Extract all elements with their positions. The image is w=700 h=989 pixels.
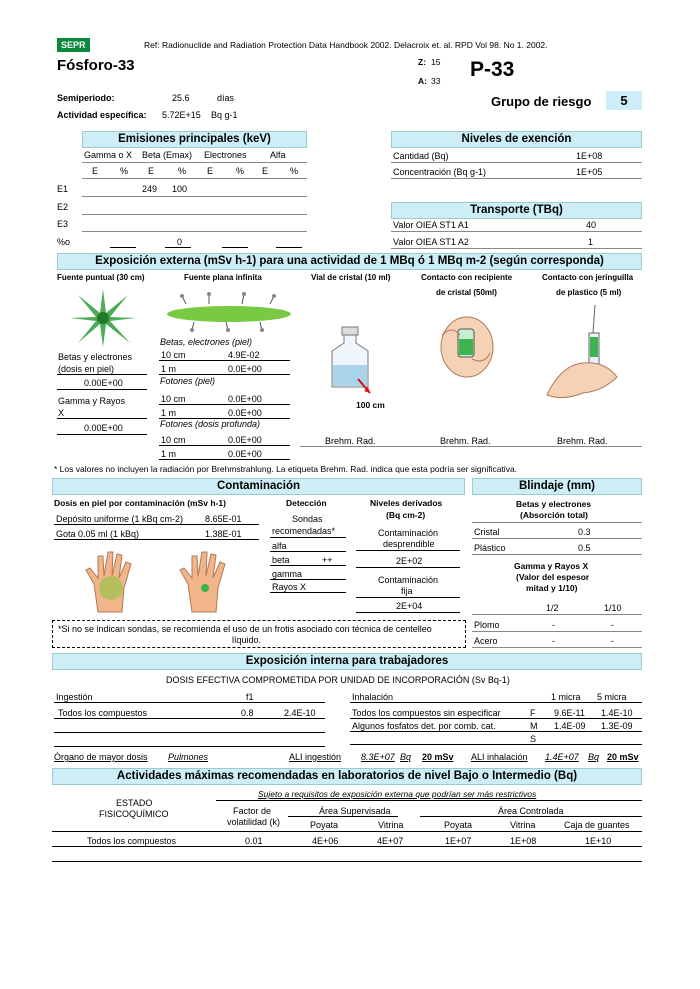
micron-5-label: 5 micra	[597, 692, 627, 702]
plane-deep-title: Fotones (dosis profunda)	[160, 419, 261, 429]
shield-gamma-title-1: Gamma y Rayos X	[514, 561, 589, 571]
col-container-1: Contacto con recipiente	[421, 273, 513, 282]
specific-activity-unit: Bq g-1	[211, 110, 238, 120]
ali-inhalation-unit: Bq	[588, 752, 600, 762]
plane-beta-title: Betas, electrones (piel)	[160, 337, 253, 347]
plane-source-icon	[164, 292, 294, 332]
detection-sub-1: Sondas	[292, 514, 323, 524]
col-point-source: Fuente puntual (30 cm)	[57, 273, 145, 282]
volatility-label-1: Factor de	[233, 806, 272, 816]
inhalation-row-2-v5: 1.3E-09	[601, 721, 633, 731]
ali-ingestion-label: ALI ingestión	[289, 752, 342, 762]
probe-alpha: alfa	[272, 541, 287, 551]
ali-ingestion-dose: 20 mSv	[422, 752, 454, 762]
inhalation-row-1-v5: 1.4E-10	[601, 708, 633, 718]
transport-a1-value: 40	[586, 220, 597, 230]
controlled-area: Área Controlada	[498, 806, 564, 816]
gamma-point-value: 0.00E+00	[84, 423, 123, 433]
inhalation-row-2-label: Algunos fosfatos det. por comb. cat.	[352, 721, 496, 731]
col-supervised-hood: Vitrina	[378, 820, 404, 830]
syringe-hand-icon	[543, 303, 629, 403]
micron-1-label: 1 micra	[551, 692, 581, 702]
removable-label-2: desprendible	[383, 539, 435, 549]
col-alpha: Alfa	[270, 150, 286, 160]
exemption-quantity-value: 1E+08	[576, 151, 603, 161]
ali-inhalation-dose: 20 mSv	[607, 752, 639, 762]
brehm-rad-vial: Brehm. Rad.	[325, 436, 376, 446]
shield-gamma-title-2: (Valor del espesor	[516, 572, 590, 582]
lab-row-k: 0.01	[245, 836, 263, 846]
brehm-footnote: * Los valores no incluyen la radiación por Brehmstrahlung. La etiqueta Brehm. Rad. indica que esta podría ser significativa.	[54, 464, 518, 474]
inhalation-row-1-label: Todos los compuestos sin especificar	[352, 708, 501, 718]
risk-group-value: 5	[606, 91, 642, 110]
plane-deep-d1: 10 cm	[161, 435, 186, 445]
shield-lead-label: Plomo	[474, 620, 500, 630]
col-electrons: Electrones	[204, 150, 247, 160]
col-gamma: Gamma o X	[84, 150, 133, 160]
beta-point-value: 0.00E+00	[84, 378, 123, 388]
inhalation-row-2-v1: 1.4E-09	[554, 721, 586, 731]
external-title: Exposición externa (mSv h-1) para una actividad de 1 MBq ó 1 MBq m-2 (según corresponda)	[57, 253, 642, 270]
sub-e3: E	[207, 166, 214, 176]
probe-gamma: gamma	[272, 569, 303, 579]
shield-glass-label: Cristal	[474, 527, 500, 537]
col-vial: Vial de cristal (10 ml)	[311, 273, 391, 282]
state-label-1: ESTADO	[116, 798, 153, 808]
f1-label: f1	[246, 692, 254, 702]
exemption-concentration-value: 1E+05	[576, 167, 603, 177]
brehm-rad-container: Brehm. Rad.	[440, 436, 491, 446]
gamma-x-label-1: Gamma y Rayos	[58, 396, 126, 406]
half-life-value: 25.6	[172, 93, 190, 103]
shielding-title: Blindaje (mm)	[472, 478, 642, 495]
transport-a2-label: Valor OIEA ST1 A2	[393, 237, 469, 247]
shield-lead-tenth: -	[611, 620, 614, 630]
ali-inhalation-label: ALI inhalación	[471, 752, 528, 762]
derived-title-2: (Bq cm-2)	[386, 510, 426, 520]
transport-title: Transporte (TBq)	[391, 202, 642, 219]
plane-beta-v2: 0.0E+00	[228, 364, 262, 374]
inhalation-row-3-type: S	[530, 734, 537, 744]
plane-beta-v1: 4.9E-02	[228, 350, 260, 360]
col-supervised-bench: Poyata	[310, 820, 339, 830]
ali-ingestion-value: 8.3E+07	[361, 752, 395, 762]
row-per-mil: %o	[57, 237, 71, 247]
transport-a1-label: Valor OIEA ST1 A1	[393, 220, 469, 230]
plane-deep-v1: 0.0E+00	[228, 435, 262, 445]
uniform-deposit-label: Depósito uniforme (1 kBq cm-2)	[56, 514, 184, 524]
lab-controlled-hood-value: 1E+08	[510, 836, 537, 846]
sub-p2: %	[178, 166, 187, 176]
detection-sub-2: recomendadas*	[272, 526, 336, 536]
plane-photon-v1: 0.0E+00	[228, 394, 262, 404]
plane-deep-v2: 0.0E+00	[228, 449, 262, 459]
internal-title: Exposición interna para trabajadores	[52, 653, 642, 670]
state-label-2: FISICOQUÍMICO	[99, 809, 169, 819]
fixed-label-2: fija	[401, 586, 413, 596]
drop-value: 1.38E-01	[205, 529, 242, 539]
sub-p3: %	[236, 166, 245, 176]
transport-a2-value: 1	[588, 237, 594, 247]
inhalation-row-1-v1: 9.6E-11	[554, 708, 585, 718]
internal-subtitle: DOSIS EFECTIVA COMPROMETIDA POR UNIDAD DE INCORPORACIÓN (Sv Bq-1)	[166, 675, 510, 685]
lab-supervised-bench-value: 4E+06	[312, 836, 339, 846]
lab-note: Sujeto a requisitos de exposición externa que podrían ser más restrictivos	[258, 789, 537, 799]
col-controlled-hood: Vitrina	[510, 820, 536, 830]
probe-beta: beta	[272, 555, 290, 565]
half-life-label: Semiperiodo:	[57, 93, 115, 103]
row-e2: E2	[57, 202, 69, 212]
fixed-label-1: Contaminación	[378, 575, 439, 585]
hand-drop-icon	[178, 548, 238, 614]
drop-label: Gota 0.05 ml (1 kBq)	[56, 529, 140, 539]
row-e3: E3	[57, 219, 69, 229]
ali-ingestion-unit: Bq	[400, 752, 412, 762]
col-plane-source: Fuente plana infinita	[184, 273, 262, 282]
beta-per-mil: 0	[177, 237, 183, 247]
ingestion-compound: Todos los compuestos	[58, 708, 148, 718]
sub-p4: %	[290, 166, 299, 176]
shield-beta-title-1: Betas y electrones	[516, 499, 592, 509]
shield-half-col: 1/2	[546, 603, 559, 613]
specific-activity-value: 5.72E+15	[162, 110, 201, 120]
vial-icon	[326, 325, 376, 400]
shield-plastic-label: Plástico	[474, 543, 506, 553]
volatility-label-2: volatilidad (k)	[227, 817, 281, 827]
reference-text: Ref: Radionuclide and Radiation Protection Data Handbook 2002. Delacroix et. al. RPD Vol 98. No 1. 2002.	[144, 40, 548, 50]
row-e1: E1	[57, 184, 69, 194]
shield-plastic-value: 0.5	[578, 543, 591, 553]
e1-beta-percent: 100	[172, 184, 188, 194]
shield-steel-tenth: -	[611, 636, 614, 646]
exemption-quantity-label: Cantidad (Bq)	[393, 151, 449, 161]
removable-value: 2E+02	[396, 556, 423, 566]
lab-supervised-hood-value: 4E+07	[377, 836, 404, 846]
plane-photon-d2: 1 m	[161, 408, 177, 418]
gamma-x-label-2: X	[58, 408, 65, 418]
lab-controlled-bench-value: 1E+07	[445, 836, 472, 846]
nuclide-symbol: P-33	[470, 58, 515, 81]
beta-electrons-label-1: Betas y electrones	[58, 352, 133, 362]
inhalation-row-1-type: F	[530, 708, 536, 718]
col-controlled-bench: Poyata	[444, 820, 473, 830]
plane-photon-v2: 0.0E+00	[228, 408, 262, 418]
half-life-unit: días	[217, 93, 235, 103]
brehm-rad-syringe: Brehm. Rad.	[557, 436, 608, 446]
exemption-title: Niveles de exención	[391, 131, 642, 148]
exemption-concentration-label: Concentración (Bq g-1)	[393, 167, 487, 177]
col-glovebox: Caja de guantes	[564, 820, 630, 830]
sub-e2: E	[148, 166, 155, 176]
plane-deep-d2: 1 m	[161, 449, 177, 459]
risk-group-label: Grupo de riesgo	[491, 94, 592, 109]
probe-xray: Rayos X	[272, 582, 307, 592]
removable-label-1: Contaminación	[378, 528, 439, 538]
shield-lead-half: -	[552, 620, 555, 630]
organ-label: Órgano de mayor dosis	[54, 752, 148, 762]
plane-photon-d1: 10 cm	[161, 394, 186, 404]
e1-beta-energy: 249	[142, 184, 158, 194]
a-label: A:	[418, 76, 427, 86]
sub-p1: %	[120, 166, 129, 176]
col-syringe-2: de plastico (5 ml)	[556, 288, 622, 297]
vial-distance: 100 cm	[356, 400, 385, 410]
shield-glass-value: 0.3	[578, 527, 591, 537]
col-beta: Beta (Emax)	[142, 150, 193, 160]
derived-title-1: Niveles derivados	[370, 498, 443, 508]
detection-title: Detección	[286, 498, 327, 508]
a-value: 33	[431, 76, 441, 86]
shield-steel-half: -	[552, 636, 555, 646]
shield-steel-label: Acero	[474, 636, 498, 646]
beta-electrons-label-2: (dosis en piel)	[58, 364, 115, 374]
emissions-title: Emisiones principales (keV)	[82, 131, 307, 148]
ingestion-f1: 0.8	[241, 708, 254, 718]
nuclide-name: Fósforo-33	[57, 57, 135, 74]
sepr-logo: SEPR	[57, 38, 90, 52]
inhalation-label: Inhalación	[352, 692, 394, 702]
lab-title: Actividades máximas recomendadas en laboratorios de nivel Bajo o Intermedio (Bq)	[52, 768, 642, 785]
sub-e4: E	[262, 166, 269, 176]
fixed-value: 2E+04	[396, 601, 423, 611]
ali-inhalation-value: 1.4E+07	[545, 752, 579, 762]
probe-note-1: *Si no se indican sondas, se recomienda el uso de un frotis asociado con técnica de centelleo	[58, 624, 432, 634]
uniform-deposit-value: 8.65E-01	[205, 514, 242, 524]
container-hand-icon	[432, 305, 502, 383]
plane-beta-d1: 10 cm	[161, 350, 186, 360]
shield-beta-title-2: (Absorción total)	[520, 510, 588, 520]
specific-activity-label: Actividad específica:	[57, 110, 147, 120]
probe-beta-mark: ++	[322, 555, 333, 565]
organ-value: Pulmones	[168, 752, 209, 762]
col-syringe-1: Contacto con jeringuilla	[542, 273, 634, 282]
plane-beta-d2: 1 m	[161, 364, 177, 374]
col-container-2: de cristal (50ml)	[436, 288, 497, 297]
probe-note-2: líquido.	[232, 635, 262, 645]
hand-uniform-icon	[84, 548, 144, 614]
z-value: 15	[431, 57, 441, 67]
skin-dose-title: Dosis en piel por contaminación (mSv h-1)	[54, 498, 226, 508]
plane-photon-title: Fotones (piel)	[160, 376, 216, 386]
ingestion-label: Ingestión	[56, 692, 93, 702]
inhalation-row-2-type: M	[530, 721, 538, 731]
contamination-title: Contaminación	[52, 478, 465, 495]
lab-row-label: Todos los compuestos	[87, 836, 177, 846]
ingestion-value: 2.4E-10	[284, 708, 316, 718]
point-source-icon	[68, 287, 138, 349]
lab-glovebox-value: 1E+10	[585, 836, 612, 846]
shield-gamma-title-3: mitad y 1/10)	[526, 583, 578, 593]
z-label: Z:	[418, 57, 427, 67]
shield-tenth-col: 1/10	[604, 603, 622, 613]
supervised-area: Área Supervisada	[319, 806, 391, 816]
sub-e1: E	[92, 166, 99, 176]
